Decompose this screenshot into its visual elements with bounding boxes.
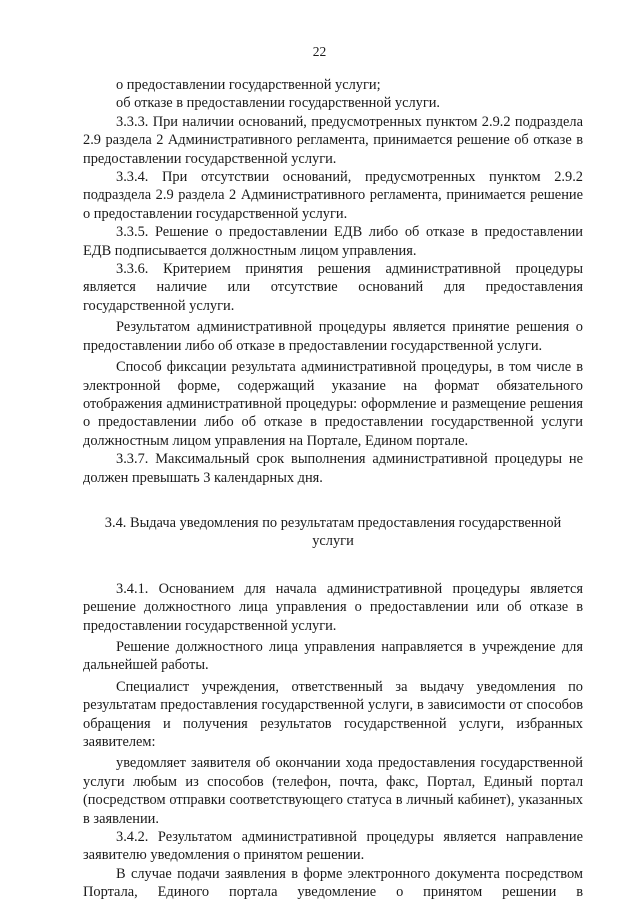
section-heading-3-4: 3.4. Выдача уведомления по результатам предоставления государственной услуги — [104, 514, 562, 550]
paragraph-3-3-3: 3.3.3. При наличии оснований, предусмотренных пунктом 2.9.2 подраздела 2.9 раздела 2 Административного регламента, принимается решение об отказе в предоставлении государственной услуги. — [83, 113, 583, 167]
list-line-refusal: об отказе в предоставлении государственной услуги. — [116, 95, 441, 112]
paragraph-specialist: Специалист учреждения, ответственный за выдачу уведомления по результатам предоставления государственной услуги, в зависимости от способов обращения и получения результатов государственной услуги, избранных заявителем: — [83, 678, 583, 750]
paragraph-3-3-4: 3.3.4. При отсутствии оснований, предусмотренных пунктом 2.9.2 подраздела 2.9 раздела 2 Административного регламента, принимается решение о предоставлении государственной услуги. — [83, 169, 583, 222]
paragraph-result: Результатом административной процедуры является принятие решения о предоставлении либо об отказе в предоставлении государственной услуги. — [83, 319, 583, 354]
paragraph-3-4-1: 3.4.1. Основанием для начала административной процедуры является решение должностного лица управления о предоставлении или об отказе в предоставлении государственной услуги. — [83, 580, 583, 634]
paragraph-3-3-7: 3.3.7. Максимальный срок выполнения административной процедуры не должен превышать 3 календарных дня. — [83, 451, 583, 486]
document-body — [83, 76, 583, 902]
page-number: 22 — [312, 44, 327, 59]
paragraph-notify: уведомляет заявителя об окончании хода предоставления государственной услуги любым из способов (телефон, почта, факс, Портал, Единый портал (посредством отправки соответствующего статуса в личный кабинет), указанных в заявлении. — [83, 755, 583, 827]
paragraph-3-3-5: 3.3.5. Решение о предоставлении ЕДВ либо об отказе в предоставлении ЕДВ подписывается должностным лицом управления. — [83, 224, 583, 259]
paragraph-electronic-case: В случае подачи заявления в форме электронного документа посредством Портала, Единого портала уведомление о принятом решении в — [83, 865, 583, 901]
list-line-grant: о предоставлении государственной услуги; — [116, 77, 381, 93]
paragraph-fixation-method: Способ фиксации результата административной процедуры, в том числе в электронной форме, содержащий указание на формат обязательного отображения административной процедуры: оформление и размещение решения о предоставлении либо об отказе в предоставлении государственной услуги должностным лицом управления на Портале, Едином портале. — [83, 359, 583, 449]
paragraph-decision-sent: Решение должностного лица управления направляется в учреждение для дальнейшей работы. — [83, 638, 583, 674]
paragraph-3-4-2: 3.4.2. Результатом административной процедуры является направление заявителю уведомления о принятом решении. — [83, 829, 583, 864]
paragraph-3-3-6: 3.3.6. Критерием принятия решения административной процедуры является наличие или отсутствие оснований для предоставления государственной услуги. — [83, 261, 583, 314]
